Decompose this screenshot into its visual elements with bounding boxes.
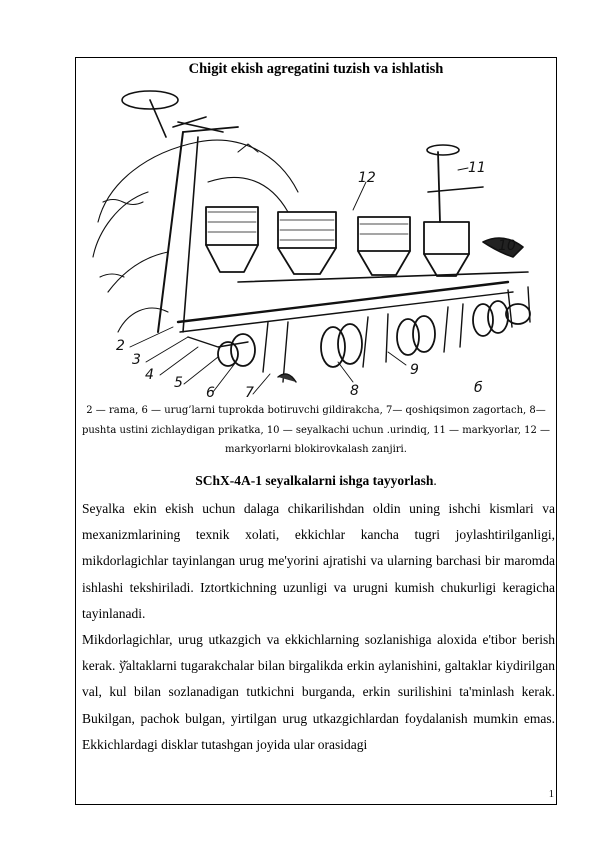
seeder-illustration <box>88 82 543 400</box>
main-frame <box>178 282 508 322</box>
section-heading-period: . <box>433 473 437 488</box>
label-6: 6 <box>206 385 215 400</box>
label-7: 7 <box>245 385 254 400</box>
figure-caption: 2 — rama, 6 — urug’larni tuprokda botiruvchi gildirakcha, 7— qoshiqsimon zagortach, 8— pushta ustini zichlaydigan prikatka, 10 — seyalkachi uchun .urindiq, 11 — markyorlar, 12 — markyorlarni blokirovkalash zanjiri. <box>81 405 551 455</box>
label-3: 3 <box>132 352 141 368</box>
label-12: 12 <box>358 170 376 186</box>
seed-hoppers <box>206 207 469 276</box>
page-number: 1 <box>548 789 554 800</box>
section-heading-text: SChX-4A-1 seyalkalarni ishga tayyorlash <box>195 473 434 488</box>
label-2: 2 <box>116 338 125 354</box>
label-11: 11 <box>468 160 486 176</box>
label-b: б <box>474 380 483 396</box>
label-4: 4 <box>145 367 154 383</box>
label-8: 8 <box>350 383 359 399</box>
label-9: 9 <box>410 362 419 378</box>
page-title: Chigit ekish agregatini tuzish va ishlatish <box>188 61 444 77</box>
label-5: 5 <box>174 375 183 391</box>
body-paragraph: Mikdorlagichlar, urug utkazgich va ekkichlarning sozlanishiga aloxida e'tibor berish kerak. ў̆altaklarni tugarakchalar bilan birgalikda erkin aylanishini, galtaklar kiydirilgan val, kul bilan sozlanadigan tutkichni burganda, erkin surilishini ta'minlash kerak. Bukilgan, pachok bulgan, yirtilgan urug utkazgichlardan foydalanish mumkin emas. Ekkichlardagi disklar tutashgan joyida ular orasidagi <box>82 632 555 752</box>
body-paragraph: Seyalka ekin ekish uchun dalaga chikarilishdan oldin uning ishchi kismlari va mexanizmlarining texnik xolati, ekkichlar kancha tugri joylashtirilganligi, mikdorlagichlar tayinlangan urug me'yorini ajratishi va ularning barchasi bir maromda ishlashi tekshiriladi. Iztortkichning uzunligi va urugni kumish chukurligi keragicha tayinlanadi. <box>82 501 555 621</box>
label-10: 10 <box>498 238 516 254</box>
section-heading <box>75 472 557 490</box>
steering-wheel-right <box>427 145 459 155</box>
